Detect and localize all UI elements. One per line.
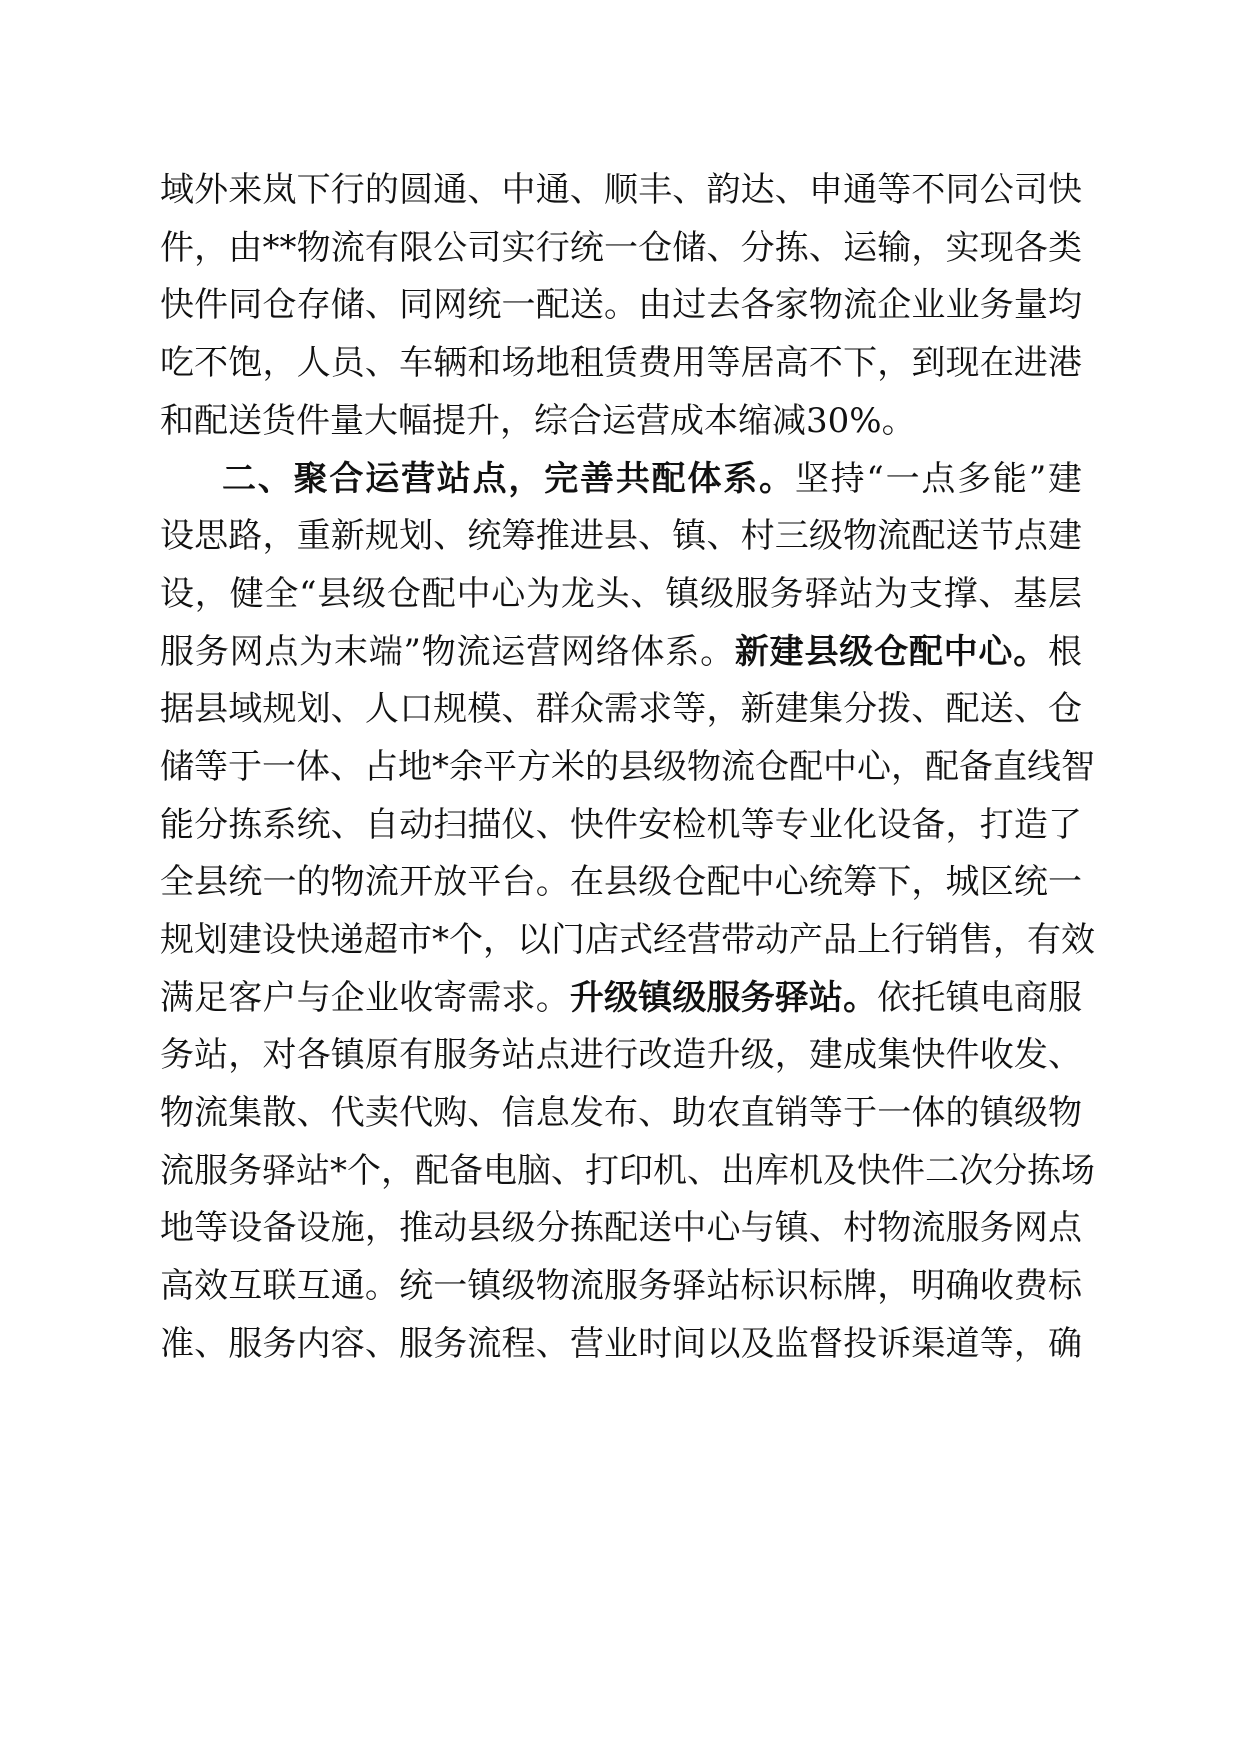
text-segment: 域外来岚下行的圆通、中通、顺丰、韵达、申通等不同公司快: [160, 170, 1082, 210]
section-heading: 二、聚合运营站点，完善共配体系。: [222, 459, 795, 499]
text-line-15: [160, 968, 1082, 1028]
text-segment: 据县域规划、人口规模、群众需求等，新建集分拨、配送、仓: [160, 689, 1082, 729]
text-segment: 和配送货件量大幅提升，综合运营成本缩减30%。: [160, 401, 916, 441]
text-line-16: [160, 1025, 1082, 1085]
text-segment: 流服务驿站*个，配备电脑、打印机、出库机及快件二次分拣场: [160, 1151, 1095, 1191]
text-line-7: [160, 506, 1082, 566]
text-line-21: [160, 1314, 1082, 1374]
text-line-19: [160, 1198, 1082, 1258]
text-segment: 设思路，重新规划、统筹推进县、镇、村三级物流配送节点建: [160, 516, 1082, 556]
text-line-13: [160, 852, 1082, 912]
text-line-17: [160, 1083, 1082, 1143]
text-segment: 根: [1048, 632, 1082, 672]
text-segment: 准、服务内容、服务流程、营业时间以及监督投诉渠道等，确: [160, 1324, 1082, 1364]
text-segment: 满足客户与企业收寄需求。: [160, 978, 570, 1018]
text-line-11: [160, 737, 1095, 797]
text-line-4: [160, 333, 1082, 393]
text-line-10: [160, 679, 1082, 739]
text-segment: 快件同仓存储、同网统一配送。由过去各家物流企业业务量均: [160, 285, 1082, 325]
text-line-2: [160, 218, 1082, 278]
text-line-12: [160, 795, 1082, 855]
text-segment: 规划建设快递超市*个，以门店式经营带动产品上行销售，有效: [160, 920, 1095, 960]
text-segment: 设，健全“县级仓配中心为龙头、镇级服务驿站为支撑、基层: [160, 574, 1082, 614]
text-line-1: [160, 160, 1082, 220]
text-line-3: [160, 275, 1082, 335]
subheading: 升级镇级服务驿站。: [569, 978, 878, 1018]
text-segment: 坚持“一点多能”建: [794, 459, 1083, 499]
text-segment: 能分拣系统、自动扫描仪、快件安检机等专业化设备，打造了: [160, 805, 1082, 845]
text-line-6: [222, 449, 1082, 509]
text-line-5: [160, 391, 1082, 451]
text-line-18: [160, 1141, 1095, 1201]
text-segment: 全县统一的物流开放平台。在县级仓配中心统筹下，城区统一: [160, 862, 1082, 902]
text-segment: 服务网点为末端”物流运营网络体系。: [160, 632, 735, 672]
text-segment: 储等于一体、占地*余平方米的县级物流仓配中心，配备直线智: [160, 747, 1095, 787]
text-segment: 地等设备设施，推动县级分拣配送中心与镇、村物流服务网点: [160, 1208, 1082, 1248]
text-segment: 高效互联互通。统一镇级物流服务驿站标识标牌，明确收费标: [160, 1266, 1082, 1306]
text-line-9: [160, 622, 1082, 682]
subheading: 新建县级仓配中心。: [734, 632, 1048, 672]
text-segment: 务站，对各镇原有服务站点进行改造升级，建成集快件收发、: [160, 1035, 1082, 1075]
text-segment: 吃不饱，人员、车辆和场地租赁费用等居高不下，到现在进港: [160, 343, 1082, 383]
text-line-20: [160, 1256, 1082, 1316]
text-segment: 物流集散、代卖代购、信息发布、助农直销等于一体的镇级物: [160, 1093, 1082, 1133]
text-line-8: [160, 564, 1082, 624]
text-line-14: [160, 910, 1095, 970]
text-segment: 依托镇电商服: [877, 978, 1083, 1018]
text-segment: 件，由**物流有限公司实行统一仓储、分拣、运输，实现各类: [160, 228, 1082, 268]
